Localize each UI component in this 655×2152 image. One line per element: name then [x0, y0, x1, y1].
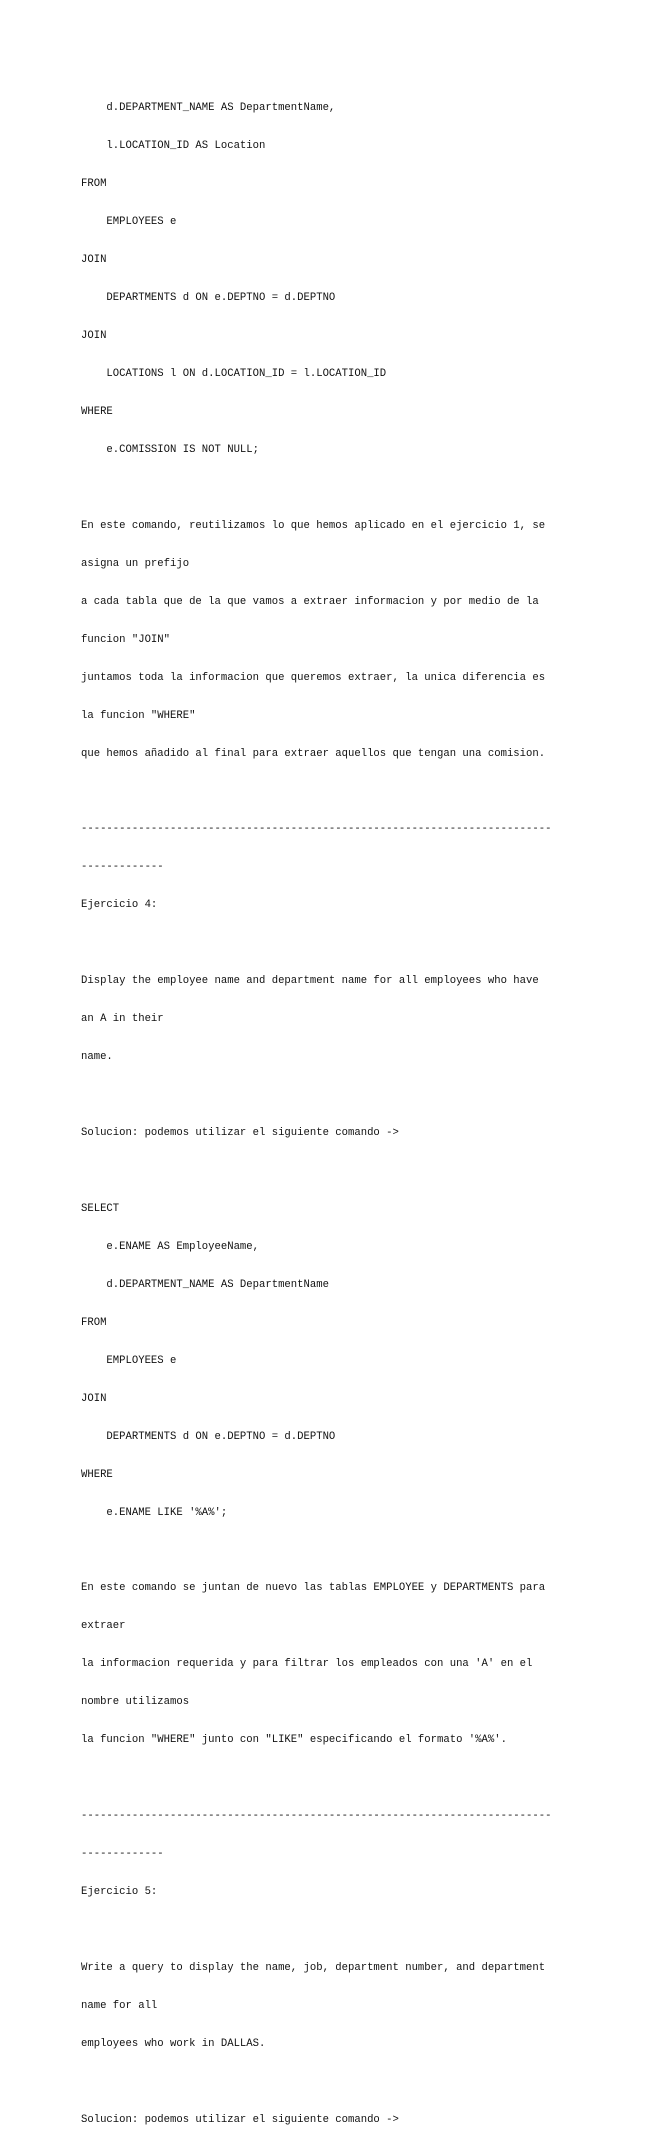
text-line: nombre utilizamos	[81, 1696, 190, 1709]
text-line: name.	[81, 1051, 113, 1064]
text-line: name for all	[81, 1999, 158, 2012]
separator-line: --------------------------------------------------------------------------	[81, 823, 552, 836]
section-heading: Ejercicio 4:	[81, 899, 158, 912]
blank-line	[81, 1089, 581, 1102]
blank-line	[81, 482, 581, 495]
text-line: a cada tabla que de la que vamos a extraer informacion y por medio de la	[81, 595, 539, 608]
text-line: JOIN	[81, 254, 107, 267]
text-line: LOCATIONS l ON d.LOCATION_ID = l.LOCATION_ID	[81, 367, 387, 380]
text-line: En este comando, reutilizamos lo que hemos aplicado en el ejercicio 1, se	[81, 519, 546, 532]
code-line: FROM	[81, 1316, 107, 1329]
text-line: e.COMISSION IS NOT NULL;	[81, 443, 260, 456]
blank-line	[81, 2076, 581, 2089]
text-line: l.LOCATION_ID AS Location	[81, 140, 266, 153]
blank-line	[81, 1924, 581, 1937]
text-line: DEPARTMENTS d ON e.DEPTNO = d.DEPTNO	[81, 292, 336, 305]
blank-line	[81, 1165, 581, 1178]
blank-line	[81, 785, 581, 798]
text-line: funcion "JOIN"	[81, 633, 171, 646]
text-line: an A in their	[81, 1013, 164, 1026]
blank-line	[81, 1772, 581, 1785]
text-line: EMPLOYEES e	[81, 216, 177, 229]
separator-line: -------------	[81, 1848, 164, 1861]
text-line: que hemos añadido al final para extraer aquellos que tengan una comision.	[81, 747, 546, 760]
blank-line	[81, 1545, 581, 1558]
code-line: e.ENAME LIKE '%A%';	[81, 1506, 228, 1519]
code-line: JOIN	[81, 1392, 107, 1405]
code-line: WHERE	[81, 1468, 113, 1481]
text-line: JOIN	[81, 330, 107, 343]
text-line: Display the employee name and department name for all employees who have	[81, 975, 539, 988]
separator-line: --------------------------------------------------------------------------	[81, 1810, 552, 1823]
document-text	[81, 77, 581, 2152]
blank-line	[81, 937, 581, 950]
text-line: extraer	[81, 1620, 126, 1633]
code-line: e.ENAME AS EmployeeName,	[81, 1240, 260, 1253]
section-heading: Ejercicio 5:	[81, 1886, 158, 1899]
text-line: WHERE	[81, 405, 113, 418]
text-line: d.DEPARTMENT_NAME AS DepartmentName,	[81, 102, 336, 115]
text-line: En este comando se juntan de nuevo las tablas EMPLOYEE y DEPARTMENTS para	[81, 1582, 546, 1595]
text-line: employees who work in DALLAS.	[81, 2037, 266, 2050]
code-line: EMPLOYEES e	[81, 1354, 177, 1367]
code-line: SELECT	[81, 1202, 120, 1215]
text-line: Solucion: podemos utilizar el siguiente comando ->	[81, 1127, 399, 1140]
text-line: Solucion: podemos utilizar el siguiente comando ->	[81, 2113, 399, 2126]
text-line: asigna un prefijo	[81, 557, 190, 570]
text-line: la funcion "WHERE"	[81, 709, 196, 722]
text-line: la informacion requerida y para filtrar los empleados con una 'A' en el	[81, 1658, 533, 1671]
code-line: DEPARTMENTS d ON e.DEPTNO = d.DEPTNO	[81, 1430, 336, 1443]
separator-line: -------------	[81, 861, 164, 874]
code-line: d.DEPARTMENT_NAME AS DepartmentName	[81, 1278, 329, 1291]
text-line: la funcion "WHERE" junto con "LIKE" especificando el formato '%A%'.	[81, 1734, 507, 1747]
text-line: Write a query to display the name, job, department number, and department	[81, 1962, 546, 1975]
text-line: juntamos toda la informacion que queremos extraer, la unica diferencia es	[81, 671, 546, 684]
text-line: FROM	[81, 178, 107, 191]
